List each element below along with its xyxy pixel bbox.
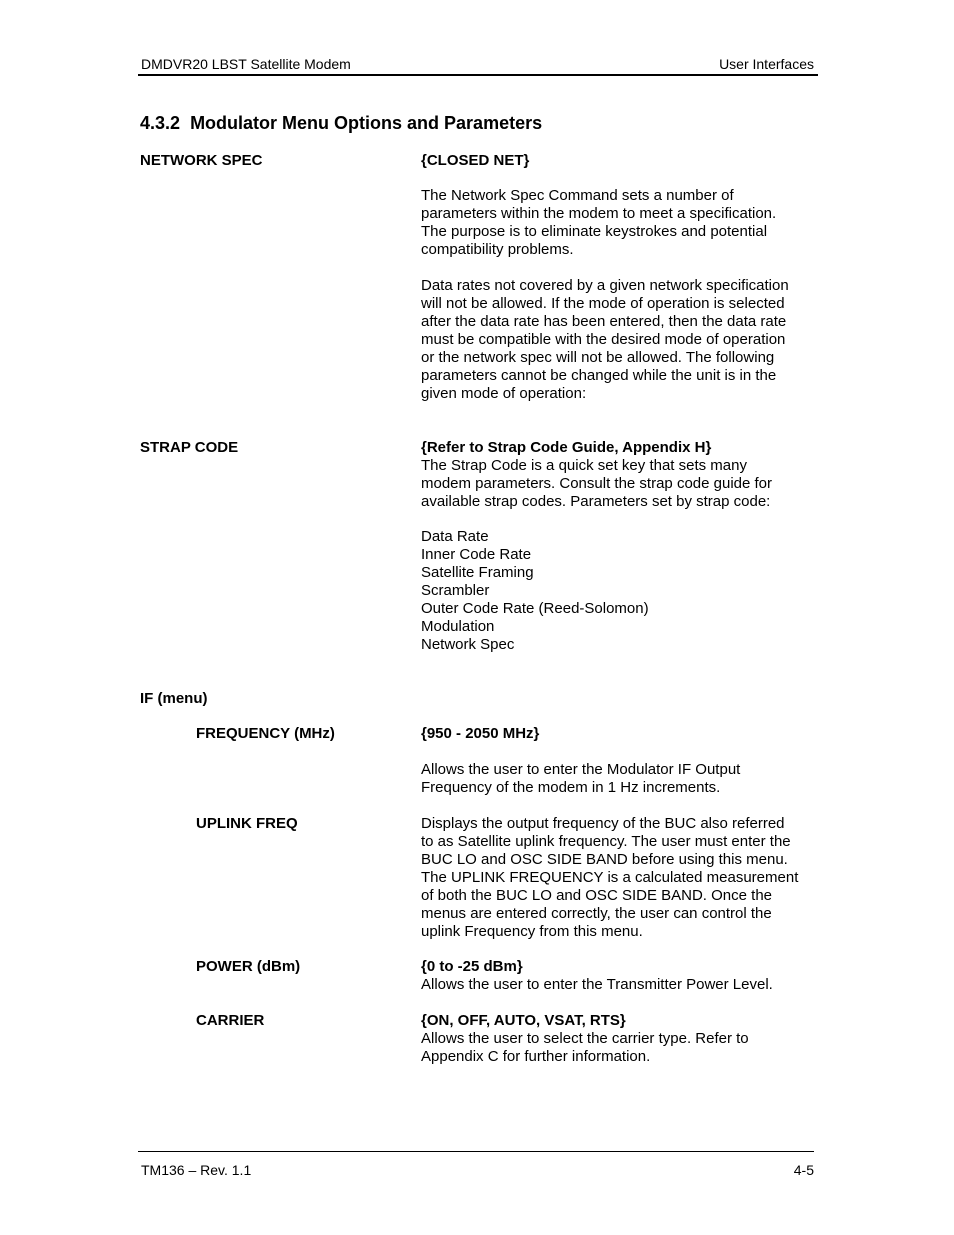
text-line: parameters within the modem to meet a specification. xyxy=(421,205,777,222)
list-item: Outer Code Rate (Reed-Solomon) xyxy=(421,600,649,617)
footer-doc-revision: TM136 – Rev. 1.1 xyxy=(141,1162,252,1178)
header-doc-title: DMDVR20 LBST Satellite Modem xyxy=(141,56,351,72)
section-number: 4.3.2 xyxy=(140,113,181,133)
list-item: Modulation xyxy=(421,618,495,635)
text-line: The UPLINK FREQUENCY is a calculated measurement xyxy=(421,869,799,886)
text-line: to as Satellite uplink frequency. The user must enter the xyxy=(421,833,791,850)
text-line: The Network Spec Command sets a number of xyxy=(421,187,734,204)
power-description xyxy=(421,976,773,994)
list-item: Scrambler xyxy=(421,582,490,599)
frequency-value: {950 - 2050 MHz} xyxy=(421,725,540,742)
text-line: modem parameters. Consult the strap code guide for xyxy=(421,475,773,492)
header-section-name: User Interfaces xyxy=(719,56,814,72)
power-value: {0 to -25 dBm} xyxy=(421,958,523,975)
frequency-label: FREQUENCY (MHz) xyxy=(196,725,335,742)
if-menu-label: IF (menu) xyxy=(140,690,208,707)
strap-code-description xyxy=(421,457,772,511)
text-line: Displays the output frequency of the BUC also referred xyxy=(421,815,785,832)
footer-page-number: 4-5 xyxy=(793,1162,814,1178)
frequency-description xyxy=(421,761,740,797)
text-line: Allows the user to enter the Modulator IF Output xyxy=(421,761,741,778)
text-line: parameters cannot be changed while the unit is in the xyxy=(421,367,777,384)
uplink-freq-label: UPLINK FREQ xyxy=(196,815,298,832)
section-heading xyxy=(140,113,542,134)
carrier-label: CARRIER xyxy=(196,1012,265,1029)
section-title: Modulator Menu Options and Parameters xyxy=(190,113,543,133)
footer-rule xyxy=(138,1151,814,1152)
text-line: Frequency of the modem in 1 Hz increments. xyxy=(421,779,721,796)
text-line: Appendix C for further information. xyxy=(421,1048,651,1065)
uplink-freq-description xyxy=(421,815,798,941)
power-label: POWER (dBm) xyxy=(196,958,301,975)
strap-code-parameter-list xyxy=(421,528,649,654)
text-line: of both the BUC LO and OSC SIDE BAND. Once the xyxy=(421,887,772,904)
text-line: Allows the user to select the carrier type. Refer to xyxy=(421,1030,749,1047)
text-line: given mode of operation: xyxy=(421,385,587,402)
text-line: must be compatible with the desired mode of operation xyxy=(421,331,786,348)
text-line: menus are entered correctly, the user can control the xyxy=(421,905,772,922)
text-line: or the network spec will not be allowed. The following xyxy=(421,349,775,366)
list-item: Inner Code Rate xyxy=(421,546,532,563)
text-line: Allows the user to enter the Transmitter Power Level. xyxy=(421,976,773,993)
network-spec-value: {CLOSED NET} xyxy=(421,152,530,169)
text-line: compatibility problems. xyxy=(421,241,574,258)
network-spec-data-rates xyxy=(421,277,789,403)
strap-code-value: {Refer to Strap Code Guide, Appendix H} xyxy=(421,439,712,456)
carrier-description xyxy=(421,1030,749,1066)
text-line: Data rates not covered by a given network specification xyxy=(421,277,789,294)
text-line: uplink Frequency from this menu. xyxy=(421,923,643,940)
list-item: Satellite Framing xyxy=(421,564,534,581)
text-line: The Strap Code is a quick set key that sets many xyxy=(421,457,747,474)
text-line: after the data rate has been entered, then the data rate xyxy=(421,313,787,330)
network-spec-description xyxy=(421,187,776,259)
text-line: BUC LO and OSC SIDE BAND before using this menu. xyxy=(421,851,788,868)
header-rule xyxy=(138,74,818,76)
list-item: Network Spec xyxy=(421,636,515,653)
strap-code-label: STRAP CODE xyxy=(140,439,239,456)
text-line: The purpose is to eliminate keystrokes and potential xyxy=(421,223,768,240)
carrier-value: {ON, OFF, AUTO, VSAT, RTS} xyxy=(421,1012,626,1029)
text-line: available strap codes. Parameters set by strap code: xyxy=(421,493,771,510)
list-item: Data Rate xyxy=(421,528,489,545)
network-spec-label: NETWORK SPEC xyxy=(140,152,263,169)
text-line: will not be allowed. If the mode of operation is selected xyxy=(421,295,785,312)
